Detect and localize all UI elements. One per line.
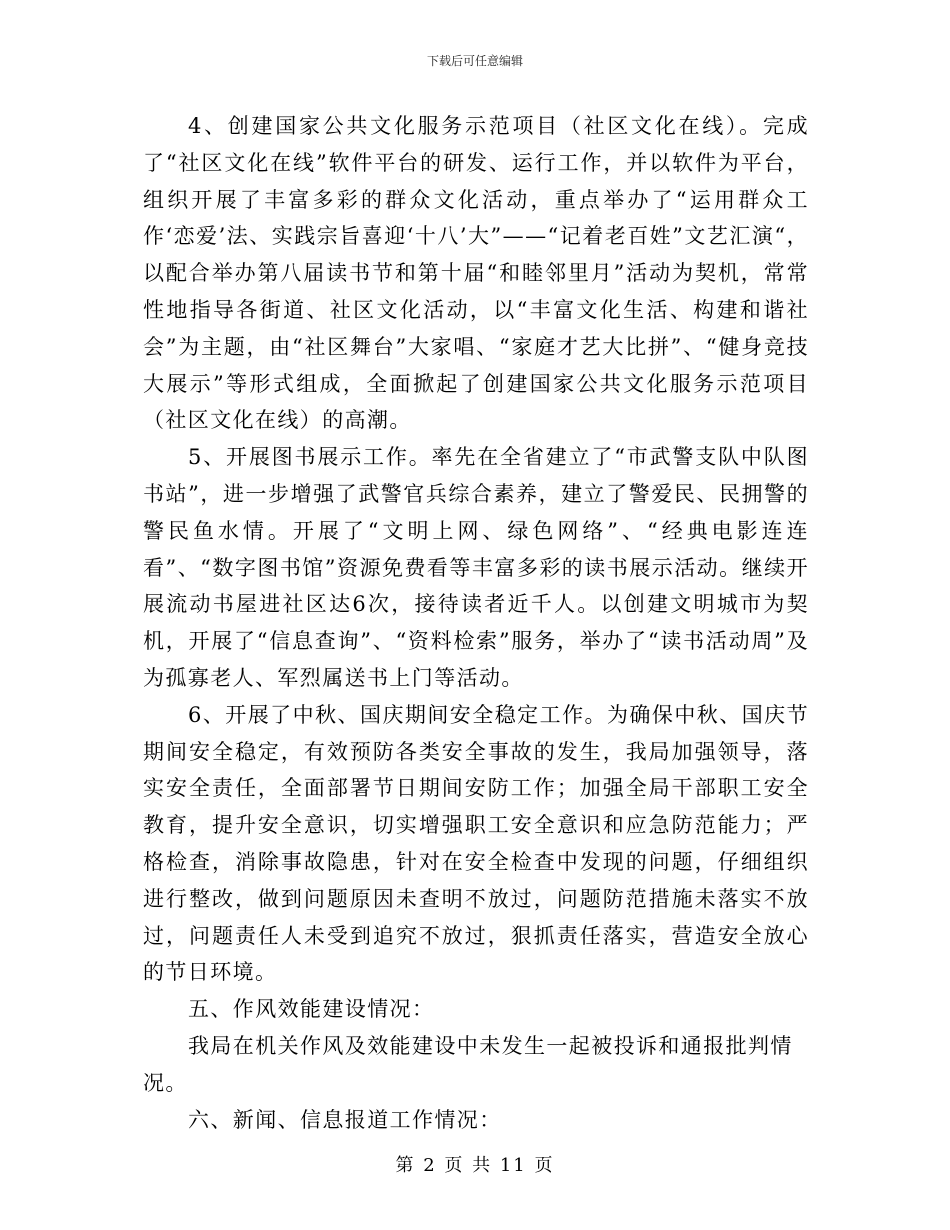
page-header: 下载后可任意编辑 — [426, 54, 523, 68]
section-5-heading: 五、作风效能建设情况： — [188, 997, 435, 1022]
document-body — [143, 108, 809, 1138]
section-5-text: 我局在机关作风及效能建设中未发生一起被投诉和通报批判情况。 — [143, 1033, 793, 1095]
page-number: 第 2 页 共 11 页 — [395, 1155, 555, 1176]
paragraph-item-6: 6、开展了中秋、国庆期间安全稳定工作。为确保中秋、国庆节期间安全稳定，有效预防各类安全事故的发生，我局加强领导，落实安全责任，全面部署节日期间安防工作；加强全局干部职工安全教育，提升安全意识，切实增强职工安全意识和应急防范能力；严格检查，消除事故隐患，针对在安全检查中发现的问题，仔细组织进行整改，做到问题原因未查明不放过，问题防范措施未落实不放过，问题责任人未受到追究不放过，狠抓责任落实，营造安全放心的节日环境。 — [143, 702, 809, 985]
paragraph-item-5: 5、开展图书展示工作。率先在全省建立了“市武警支队中队图书站”，进一步增强了武警官兵综合素养，建立了警爱民、民拥警的警民鱼水情。开展了“文明上网、绿色网络”、“经典电影连连看”、“数字图书馆”资源免费看等丰富多彩的读书展示活动。继续开展流动书屋进社区达6次，接待读者近千人。以创建文明城市为契机，开展了“信息查询”、“资料检索”服务，举办了“读书活动周”及为孤寡老人、军烈属送书上门等活动。 — [143, 445, 809, 690]
section-6-heading: 六、新闻、信息报道工作情况： — [188, 1107, 502, 1132]
paragraph-item-4: 4、创建国家公共文化服务示范项目（社区文化在线）。完成了“社区文化在线”软件平台的研发、运行工作，并以软件为平台，组织开展了丰富多彩的群众文化活动，重点举办了“运用群众工作‘恋爱’法、实践宗旨喜迎‘十八’大”——“记着老百姓”文艺汇演“，以配合举办第八届读书节和第十届“和睦邻里月”活动为契机，常常性地指导各街道、社区文化活动，以“丰富文化生活、构建和谐社会”为主题，由“社区舞台”大家唱、“家庭才艺大比拼”、“健身竞技大展示”等形式组成，全面掀起了创建国家公共文化服务示范项目（社区文化在线）的高潮。 — [143, 114, 809, 433]
